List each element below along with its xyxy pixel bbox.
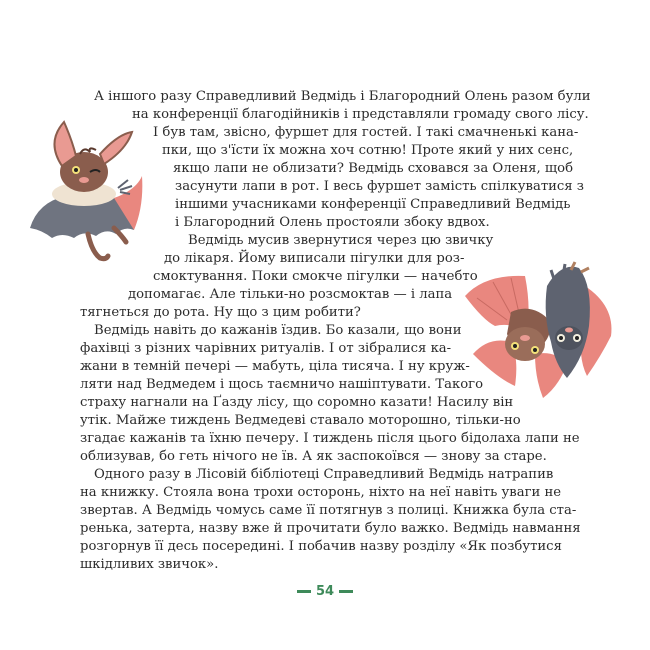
text-line: до лікаря. Йому виписали пігулки для роз- — [164, 251, 465, 266]
text-line: розгорнув її десь посередині. І побачив назву розділу «Як позбутися — [80, 539, 562, 554]
text-line: ляти над Ведмедем і щось таємничо нашіптувати. Такого — [80, 377, 484, 392]
dash-right — [339, 590, 353, 593]
text-line: Ведмідь навіть до кажанів їздив. Бо казали, що вони — [94, 323, 462, 338]
bat-illustration-left — [18, 110, 148, 270]
text-line: страху нагнали на Ґазду лісу, що соромно казати! Насилу він — [80, 395, 514, 410]
text-line: засунути лапи в рот. І весь фуршет замість спілкуватися з — [175, 179, 584, 194]
text-line: і Благородний Олень простояли збоку вдвох. — [175, 215, 490, 230]
page-number-text: 54 — [315, 584, 335, 599]
text-line: ренька, затерта, назву вже й прочитати було важко. Ведмідь навмання — [80, 521, 581, 536]
text-line: допомагає. Але тільки-но розсмоктав — і лапа — [128, 287, 453, 302]
text-line: шкідливих звичок». — [80, 557, 219, 572]
text-line: Ведмідь мусив звернутися через цю звичку — [188, 233, 494, 248]
text-line: звертав. А Ведмідь чомусь саме її потягнув з полиці. Книжка була ста- — [80, 503, 577, 518]
text-line: А іншого разу Справедливий Ведмідь і Благородний Олень разом були — [94, 89, 591, 104]
text-line: згадає кажанів та їхню печеру. І тиждень після цього бідолаха лапи не — [80, 431, 580, 446]
text-line: Одного разу в Лісовій бібліотеці Справедливий Ведмідь натрапив — [94, 467, 554, 482]
text-line: І був там, звісно, фуршет для гостей. І такі смачненькі кана- — [153, 125, 579, 140]
text-line: тягнеться до рота. Ну що з цим робити? — [80, 305, 361, 320]
text-line: облизував, бо геть нічого не їв. А як заспокоївся — знову за старе. — [80, 449, 547, 464]
page-number — [0, 584, 650, 599]
text-line: фахівці з різних чарівних ритуалів. І от зібралися ка- — [80, 341, 452, 356]
text-line: іншими учасниками конференції Справедливий Ведмідь — [175, 197, 571, 212]
text-line: пки, що з'їсти їх можна хоч сотню! Проте який у них сенс, — [162, 143, 574, 158]
dash-left — [297, 590, 311, 593]
text-line: на книжку. Стояла вона трохи осторонь, ніхто на неї навіть уваги не — [80, 485, 562, 500]
text-line: якщо лапи не облизати? Ведмідь сховався за Оленя, щоб — [173, 161, 574, 176]
text-line: на конференції благодійників і представляли громаду свого лісу. — [132, 107, 589, 122]
text-line: смоктування. Поки смокче пігулки — начебто — [153, 269, 478, 284]
text-line: утік. Майже тиждень Ведмедеві ставало моторошно, тільки-но — [80, 413, 521, 428]
text-line: жани в темній печері — мабуть, ціла тисяча. І ну круж- — [80, 359, 470, 374]
